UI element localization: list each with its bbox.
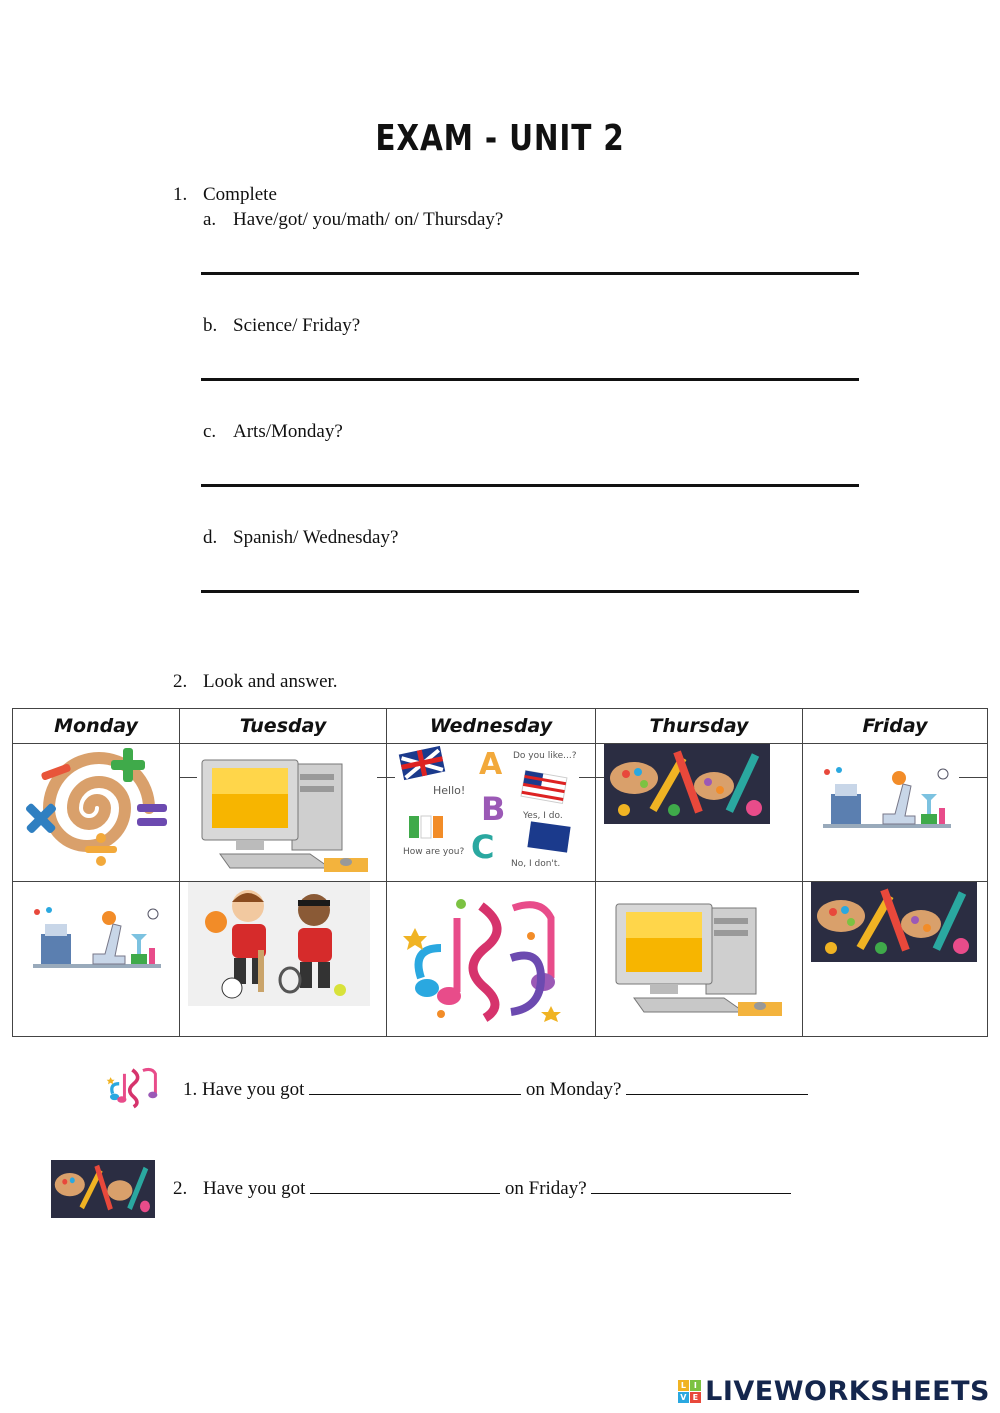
science-lab-icon	[27, 904, 167, 974]
cell-thursday-2	[596, 882, 803, 1037]
english-language-icon	[395, 744, 580, 872]
svg-text:Yes, I do.: Yes, I do.	[523, 811, 563, 821]
cell-wednesday-1	[387, 744, 596, 882]
math-symbols-icon	[19, 746, 174, 870]
music-notes-icon	[106, 1062, 162, 1112]
header-tick	[377, 777, 395, 778]
svg-text:Hello!: Hello!	[433, 784, 466, 797]
day-friday: Friday	[803, 709, 988, 744]
cell-wednesday-2	[387, 882, 596, 1037]
svg-text:How are you?: How are you?	[403, 847, 465, 857]
cell-tuesday-1	[180, 744, 387, 882]
music-notes-icon	[401, 888, 571, 1028]
answer-line-b[interactable]	[201, 378, 859, 381]
day-thursday: Thursday	[596, 709, 803, 744]
science-lab-icon	[817, 764, 957, 834]
sports-kids-icon	[188, 882, 370, 1006]
svg-text:No, I don't.: No, I don't.	[511, 859, 561, 869]
computer-icon	[614, 902, 789, 1022]
logo-tiles-icon: L I V E	[678, 1380, 701, 1403]
cell-tuesday-2	[180, 882, 387, 1037]
cell-friday-2	[803, 882, 988, 1037]
day-wednesday: Wednesday	[387, 709, 596, 744]
computer-icon	[200, 758, 375, 878]
art-supplies-icon	[811, 882, 977, 962]
svg-text:A: A	[479, 747, 503, 782]
answer-blank-reply-1[interactable]	[626, 1078, 808, 1095]
item-c: c. Arts/Monday?	[203, 421, 343, 442]
header-tick	[959, 777, 987, 778]
question-1: 1. Have you got on Monday?	[183, 1078, 808, 1101]
answer-blank-reply-2[interactable]	[591, 1177, 791, 1194]
section1-heading: 1. Complete	[173, 184, 277, 205]
timetable	[12, 708, 988, 1037]
answer-line-c[interactable]	[201, 484, 859, 487]
answer-line-a[interactable]	[201, 272, 859, 275]
art-supplies-icon	[604, 744, 770, 824]
cell-friday-1	[803, 744, 988, 882]
day-monday: Monday	[13, 709, 180, 744]
cell-monday-1	[13, 744, 180, 882]
svg-text:C: C	[471, 828, 495, 866]
liveworksheets-logo	[678, 1376, 990, 1407]
day-tuesday: Tuesday	[180, 709, 387, 744]
brand-name: LIVEWORKSHEETS	[705, 1376, 990, 1407]
item-d: d. Spanish/ Wednesday?	[203, 527, 399, 548]
answer-blank-subject-1[interactable]	[309, 1078, 521, 1095]
cell-thursday-1	[596, 744, 803, 882]
item-b: b. Science/ Friday?	[203, 315, 361, 336]
answer-line-d[interactable]	[201, 590, 859, 593]
svg-text:B: B	[481, 790, 506, 828]
question-2: 2. Have you got on Friday?	[173, 1177, 791, 1200]
page-title: EXAM - UNIT 2	[375, 118, 625, 159]
answer-blank-subject-2[interactable]	[310, 1177, 500, 1194]
cell-monday-2	[13, 882, 180, 1037]
section2-heading: 2. Look and answer.	[173, 671, 338, 692]
item-a: a. Have/got/ you/math/ on/ Thursday?	[203, 209, 504, 230]
header-tick	[586, 777, 604, 778]
art-supplies-icon	[51, 1160, 155, 1218]
svg-text:Do you like...?: Do you like...?	[513, 751, 577, 761]
